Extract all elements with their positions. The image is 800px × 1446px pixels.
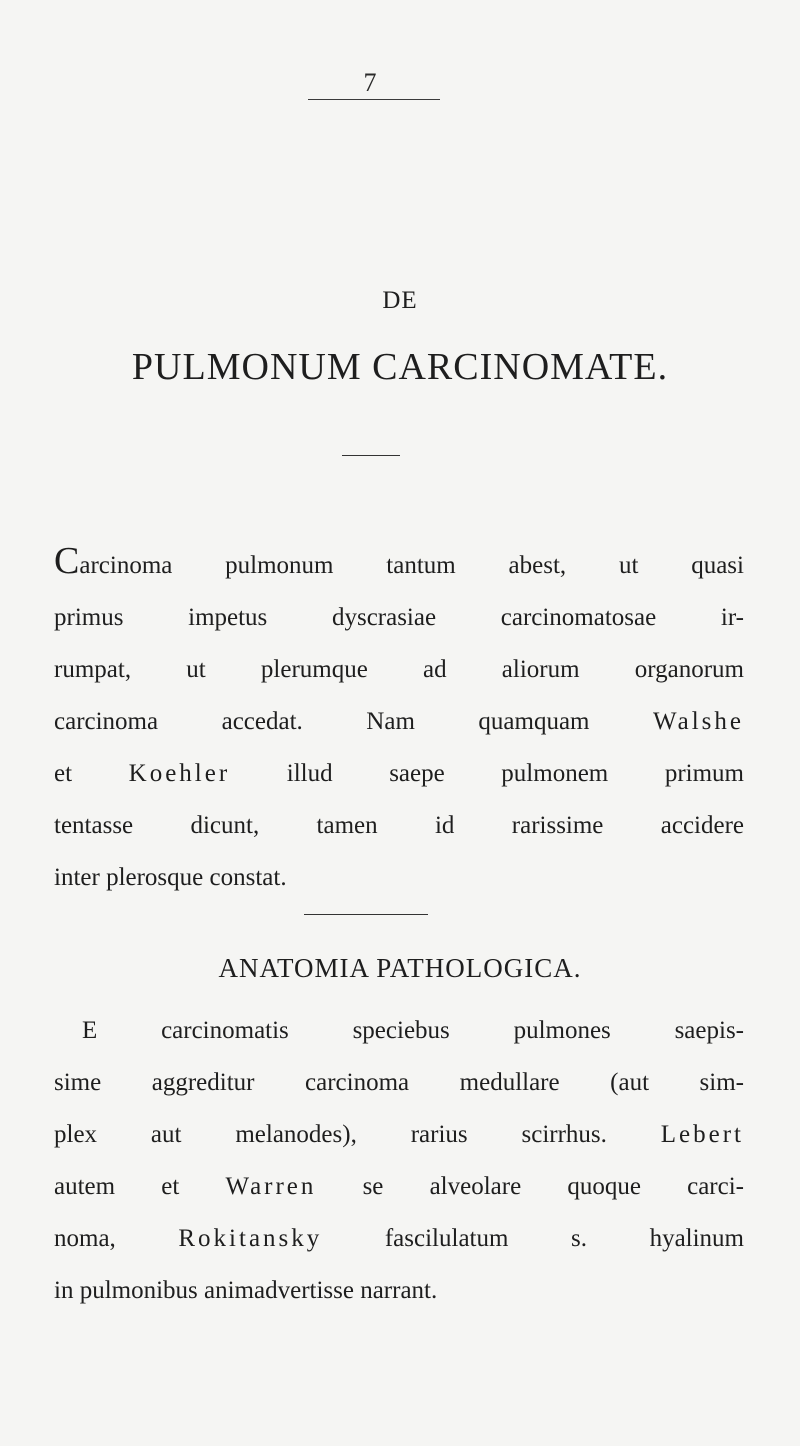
section-divider (304, 914, 428, 915)
paragraph-line: et Koehler illud saepe pulmonem primum (54, 760, 744, 787)
paragraph-line: autem et Warren se alveolare quoque carci- (54, 1173, 744, 1200)
paragraph-line: inter plerosque constat. (54, 864, 287, 891)
title-kicker: DE (382, 287, 418, 314)
anatomy-paragraph (54, 1005, 744, 1317)
intro-paragraph (54, 540, 744, 904)
author-name: Rokitansky (178, 1225, 323, 1252)
paragraph-line: carcinoma accedat. Nam quamquam Walshe (54, 708, 744, 735)
paragraph-line: primus impetus dyscrasiae carcinomatosae ir- (54, 604, 744, 631)
drop-cap: C (54, 540, 80, 582)
title-divider (342, 455, 400, 456)
paragraph-line: rumpat, ut plerumque ad aliorum organorum (54, 656, 744, 683)
section-heading: ANATOMIA PATHOLOGICA. (218, 953, 582, 983)
author-name: Koehler (128, 760, 231, 787)
page-number-rule (308, 99, 440, 100)
paragraph-line: in pulmonibus animadvertisse narrant. (54, 1277, 438, 1304)
page-number: 7 (363, 68, 377, 97)
author-name: Lebert (660, 1121, 744, 1148)
paragraph-line: Carcinoma pulmonum tantum abest, ut quasi (54, 540, 744, 582)
paragraph-line: noma, Rokitansky fascilulatum s. hyalinum (54, 1225, 744, 1252)
page-title: PULMONUM CARCINOMATE. (131, 346, 669, 388)
paragraph-line: plex aut melanodes), rarius scirrhus. Lebert (54, 1121, 744, 1148)
paragraph-line: tentasse dicunt, tamen id rarissime accidere (54, 812, 744, 839)
paragraph-line: E carcinomatis speciebus pulmones saepis- (82, 1017, 744, 1044)
author-name: Warren (225, 1173, 317, 1200)
author-name: Walshe (653, 708, 744, 735)
paragraph-line: sime aggreditur carcinoma medullare (aut sim- (54, 1069, 744, 1096)
